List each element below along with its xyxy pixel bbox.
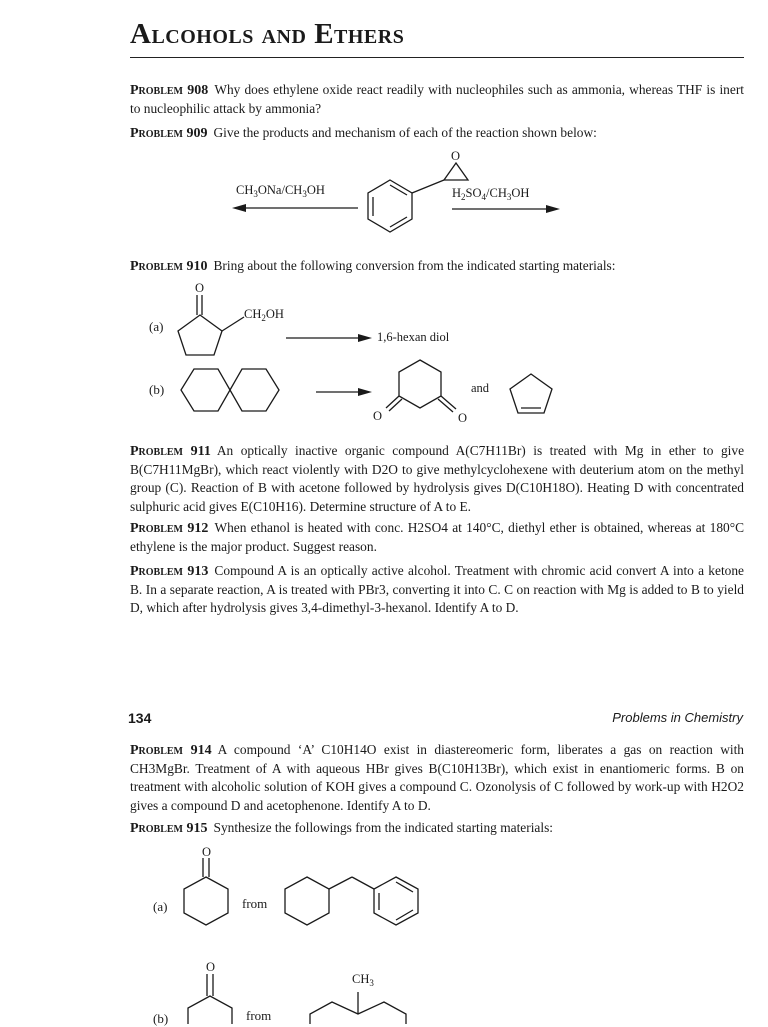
ketone-o-atom-b: O	[206, 960, 216, 974]
from-a-label: from	[242, 896, 268, 911]
benzylcyclohexane	[285, 877, 418, 925]
problem-text: Synthesize the followings from the indicated starting materials:	[213, 820, 554, 835]
running-head: Problems in Chemistry	[612, 710, 743, 725]
cyclohexanone-b	[188, 974, 232, 1024]
problem-label: Problem 910	[130, 259, 208, 274]
problem-label: Problem 914	[130, 743, 212, 758]
ketone-o-atom-a: O	[202, 845, 212, 859]
problem-label: Problem 911	[130, 444, 211, 459]
dione-o-atom-left: O	[373, 409, 383, 423]
problem-text: Compound A is an optically active alcohol. Treatment with chromic acid convert A into a ketone B. In a separate reaction, A is treated with PBr3, converting it into C. C on reaction with Mg is added to B to yield D, which after hydrolysis gives 3,4-dimethyl-3-hexanol. Identify A to D.	[130, 563, 745, 616]
and-connector: and	[471, 381, 490, 395]
problem-label: Problem 912	[130, 521, 209, 536]
problem-label: Problem 915	[130, 821, 208, 836]
problem-text: A compound ‘A’ C10H14O exist in diastereomeric form, liberates a gas on reaction with CH3MgBr. Treatment of A with aqueous HBr gives B(C10H13Br), which exist in enantiomeric forms. B on treatment with alcoholic solution of KOH gives a compound C. Ozonolysis of C followed by work-up with H2O2 gives a compound D and acetophenone. Identify A to D.	[130, 742, 745, 813]
page-number: 134	[128, 710, 152, 726]
problem-text: Bring about the following conversion from the indicated starting materials:	[213, 258, 616, 273]
problem-text: An optically inactive organic compound A(C7H11Br) is treated with Mg in ether to give B(C7H11MgBr), which react violently with D2O to give methylcyclohexene with deuterium atom on the methyl group (C). Reaction of B with acetone followed by hydrolysis gives D(C10H18O). Heating D with concentrated sulphuric acid gives E(C10H16). Determine structure of A to E.	[130, 443, 745, 514]
from-b-label: from	[246, 1008, 272, 1023]
ketone-o-atom: O	[195, 281, 205, 295]
chapter-title: Alcohols and Ethers	[130, 18, 405, 50]
cyclohexanone-a	[184, 858, 228, 925]
problem-label: Problem 909	[130, 126, 208, 141]
reagent-left: $CH_3ONa/CH_3OH$	[236, 183, 325, 199]
problem-label: Problem 913	[130, 564, 209, 579]
part-a-label-910: (a)	[149, 319, 164, 334]
problem-label: Problem 908	[130, 83, 209, 98]
epoxide-o-atom: O	[451, 149, 461, 163]
problem-text: When ethanol is heated with conc. H2SO4 at 140°C, diethyl ether is obtained, whereas at 180°C ethylene is the major product. Suggest reason.	[130, 520, 745, 555]
methyl-label: $CH_3$	[352, 972, 374, 988]
problem-text: Why does ethylene oxide react readily with nucleophiles such as ammonia, whereas THF is inert to nucleophilic attack by ammonia?	[130, 82, 745, 117]
problem-text: Give the products and mechanism of each of the reaction shown below:	[213, 125, 597, 140]
part-a-label-915: (a)	[153, 899, 168, 914]
part-b-label-910: (b)	[149, 382, 165, 397]
dione-o-atom-right: O	[458, 411, 468, 425]
reagent-right: $H_2SO_4/CH_3OH$	[452, 186, 530, 202]
methyl-bicyclic	[310, 992, 406, 1024]
ch2oh-substituent: $CH_2OH$	[244, 307, 284, 323]
part-b-label-915: (b)	[153, 1011, 169, 1026]
product-910a: 1,6-hexan diol	[377, 330, 450, 344]
